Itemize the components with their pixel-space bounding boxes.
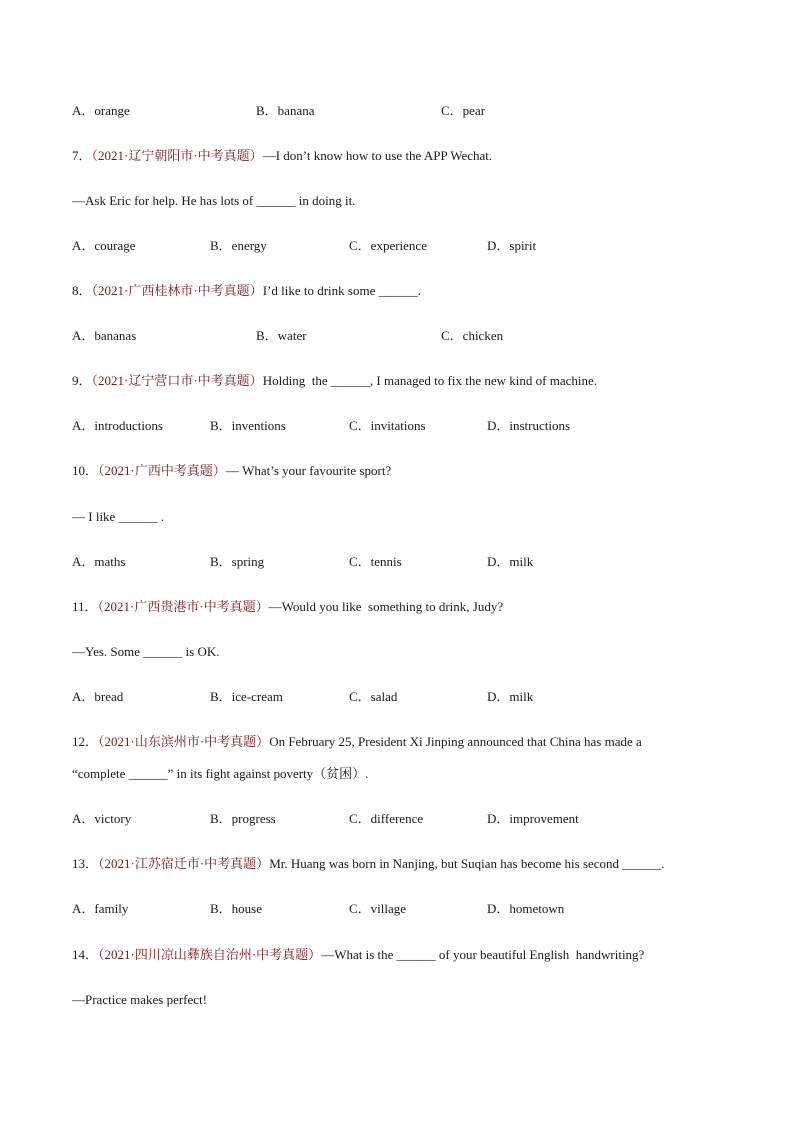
question-stem: —I don’t know how to use the APP Wechat. xyxy=(262,148,493,163)
option-d: D．milk xyxy=(487,689,534,704)
question-7-line2: —Ask Eric for help. He has lots of ______ in doing it. xyxy=(72,193,356,208)
option-a: A．victory xyxy=(72,811,132,826)
question-14-line2: —Practice makes perfect! xyxy=(72,992,207,1007)
option-b: B．energy xyxy=(210,238,267,253)
question-stem: —Would you like something to drink, Judy? xyxy=(268,599,504,614)
option-a: A．introductions xyxy=(72,418,163,433)
question-source: （2021·山东滨州市·中考真题） xyxy=(98,734,270,749)
option-d: D．spirit xyxy=(487,238,537,253)
option-c: C．village xyxy=(349,901,407,916)
option-a: A．courage xyxy=(72,238,136,253)
question-12-line2: “complete ______” in its fight against poverty（贫困）. xyxy=(72,766,369,781)
question-9 xyxy=(72,373,597,389)
option-a: A．bananas xyxy=(72,328,137,343)
question-stem: Holding the ______, I managed to fix the new kind of machine. xyxy=(262,373,597,388)
question-number: 7． xyxy=(72,148,92,163)
option-c: C．chicken xyxy=(441,328,504,343)
option-a: A．orange xyxy=(72,103,130,118)
question-stem: —What is the ______ of your beautiful English handwriting? xyxy=(321,947,645,962)
option-c: C．invitations xyxy=(349,418,426,433)
question-number: 10． xyxy=(72,463,99,478)
question-source: （2021·辽宁营口市·中考真题） xyxy=(91,373,263,388)
option-c: C．pear xyxy=(441,103,486,118)
question-number: 9． xyxy=(72,373,92,388)
option-b: B．house xyxy=(210,901,263,916)
option-b: B．ice-cream xyxy=(210,689,283,704)
option-d: D．hometown xyxy=(487,901,565,916)
option-b: B．banana xyxy=(256,103,315,118)
question-13 xyxy=(72,856,665,872)
question-number: 8． xyxy=(72,283,92,298)
question-14 xyxy=(72,947,644,963)
question-stem: Mr. Huang was born in Nanjing, but Suqian has become his second ______. xyxy=(269,856,665,871)
question-stem: I’d like to drink some ______. xyxy=(262,283,421,298)
option-b: B．inventions xyxy=(210,418,286,433)
question-source: （2021·江苏宿迁市·中考真题） xyxy=(98,856,270,871)
question-7 xyxy=(72,148,492,164)
question-stem: — What’s your favourite sport? xyxy=(225,463,392,478)
question-source: （2021·四川凉山彝族自治州·中考真题） xyxy=(98,947,322,962)
question-10 xyxy=(72,463,391,479)
question-8 xyxy=(72,283,421,299)
option-d: D．milk xyxy=(487,554,534,569)
option-c: C．experience xyxy=(349,238,427,253)
question-number: 11． xyxy=(72,599,98,614)
option-b: B．progress xyxy=(210,811,276,826)
question-source: （2021·辽宁朝阳市·中考真题） xyxy=(91,148,263,163)
question-11 xyxy=(72,599,503,615)
option-c: C．tennis xyxy=(349,554,402,569)
option-b: B．spring xyxy=(210,554,265,569)
question-stem: On February 25, President Xi Jinping announced that China has made a xyxy=(269,734,642,749)
question-11-line2: —Yes. Some ______ is OK. xyxy=(72,644,220,659)
question-source: （2021·广西贵港市·中考真题） xyxy=(97,599,269,614)
question-number: 14． xyxy=(72,947,99,962)
option-a: A．maths xyxy=(72,554,126,569)
question-number: 13． xyxy=(72,856,99,871)
option-a: A．family xyxy=(72,901,129,916)
option-a: A．bread xyxy=(72,689,124,704)
option-c: C．difference xyxy=(349,811,424,826)
question-10-line2: — I like ______ . xyxy=(72,509,165,524)
option-c: C．salad xyxy=(349,689,398,704)
option-d: D．improvement xyxy=(487,811,579,826)
question-source: （2021·广西中考真题） xyxy=(98,463,226,478)
question-source: （2021·广西桂林市·中考真题） xyxy=(91,283,263,298)
option-d: D．instructions xyxy=(487,418,571,433)
question-12 xyxy=(72,734,642,750)
question-number: 12． xyxy=(72,734,99,749)
option-b: B．water xyxy=(256,328,307,343)
